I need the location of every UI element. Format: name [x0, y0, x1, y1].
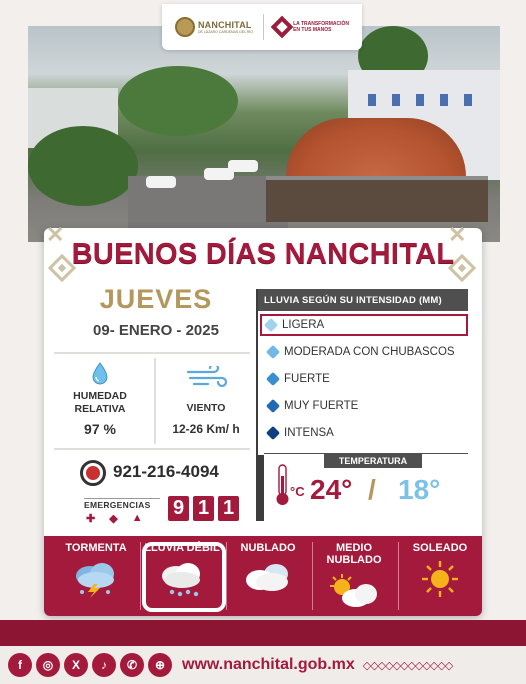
rain-level-label: MODERADA CON CHUBASCOS [284, 346, 455, 358]
wind-label: VIENTO [186, 402, 226, 414]
whatsapp-icon[interactable]: ✆ [120, 653, 144, 677]
rain-level-label: LIGERA [282, 319, 325, 331]
temperature-min: 18° [398, 474, 441, 505]
rain-level-dot-icon [266, 399, 280, 413]
condition-label: NUBLADO [240, 542, 296, 554]
seal-icon [175, 17, 195, 37]
town-photo [28, 26, 500, 242]
wind-value: 12-26 Km/ h [172, 422, 240, 436]
footer-bar [0, 620, 526, 646]
instagram-icon[interactable]: ◎ [36, 653, 60, 677]
humidity-label: HUMEDAD RELATIVA [73, 390, 127, 415]
day-of-week: JUEVES [99, 284, 213, 314]
rain-intensity-title: LLUVIA SEGÚN SU INTENSIDAD (MM) [258, 289, 468, 311]
cloudy-icon [240, 560, 296, 598]
footer [0, 646, 526, 684]
logo-name: NANCHITAL [197, 20, 252, 30]
condition-cloudy [226, 536, 310, 616]
greeting-title: BUENOS DÍAS NANCHITAL [71, 237, 455, 270]
emergency-digit-3: 1 [218, 496, 239, 521]
temperature-unit: °C [290, 484, 305, 499]
facebook-icon[interactable]: f [8, 653, 32, 677]
rain-level-item [264, 422, 470, 444]
nanchital-logo [175, 17, 253, 37]
slogan-line2: EN TUS MANOS [293, 27, 332, 33]
partly-cloudy-icon [326, 572, 382, 610]
condition-storm-cloud [54, 536, 138, 616]
rain-level-label: FUERTE [284, 373, 330, 385]
temperature-separator: / [368, 474, 376, 505]
condition-label: LLUVIA DÉBIL [144, 542, 220, 554]
temperature-title: TEMPERATURA [324, 454, 422, 468]
temperature-max: 24° [310, 474, 353, 505]
emergency-icons [86, 512, 143, 525]
civil-protection-icon [80, 460, 106, 486]
storm-cloud-icon [68, 560, 124, 598]
rain-level-item [264, 368, 470, 390]
light-rain-cloud-icon [154, 560, 210, 598]
emergency-digit-2: 1 [193, 496, 214, 521]
condition-label: TORMENTA [65, 542, 127, 554]
rain-level-item [264, 395, 470, 417]
rain-level-dot-icon [264, 318, 278, 332]
condition-label: SOLEADO [412, 542, 468, 554]
rain-level-dot-icon [266, 426, 280, 440]
website-link[interactable]: www.nanchital.gob.mx [182, 656, 355, 673]
corner-x-left-icon: ✕ [46, 222, 65, 247]
humidity-value: 97 % [84, 421, 116, 437]
rain-level-label: INTENSA [284, 427, 334, 439]
sun-icon [412, 560, 468, 598]
rain-level-label: MUY FUERTE [284, 400, 359, 412]
tiktok-icon[interactable]: ♪ [92, 653, 116, 677]
condition-sun [398, 536, 482, 616]
rain-level-item [264, 341, 470, 363]
corner-x-right-icon: ✕ [448, 222, 467, 247]
phone-number: 921-216-4094 [113, 462, 219, 481]
condition-partly-cloudy [312, 536, 396, 616]
rain-level-dot-icon [266, 372, 280, 386]
police-icon: ◆ [109, 513, 118, 525]
rain-level-item [260, 314, 468, 336]
condition-light-rain-cloud [140, 536, 224, 616]
decorative-pattern-icon: ◇◇◇◇◇◇◇◇◇◇◇◇ [362, 659, 453, 672]
slogan-logo [274, 19, 349, 35]
slogan-diamond-icon [271, 16, 294, 39]
x-icon[interactable]: X [64, 653, 88, 677]
medical-cross-icon: ✚ [86, 513, 96, 525]
emergency-label: EMERGENCIAS [84, 500, 151, 510]
wind-icon [186, 366, 230, 390]
web-icon[interactable]: ⊕ [148, 653, 172, 677]
water-drop-icon [91, 362, 109, 386]
logo-subtitle: DE LÁZARO CÁRDENAS DEL RÍO [197, 30, 254, 34]
fire-icon: ▲ [131, 512, 143, 524]
slogan-line1: LA TRANSFORMACIÓN [293, 21, 350, 27]
header-logos [162, 4, 362, 50]
emergency-digit-1: 9 [168, 496, 189, 521]
rain-level-dot-icon [266, 345, 280, 359]
date: 09- ENERO - 2025 [93, 322, 219, 339]
condition-label: MEDIO NUBLADO [326, 542, 382, 566]
